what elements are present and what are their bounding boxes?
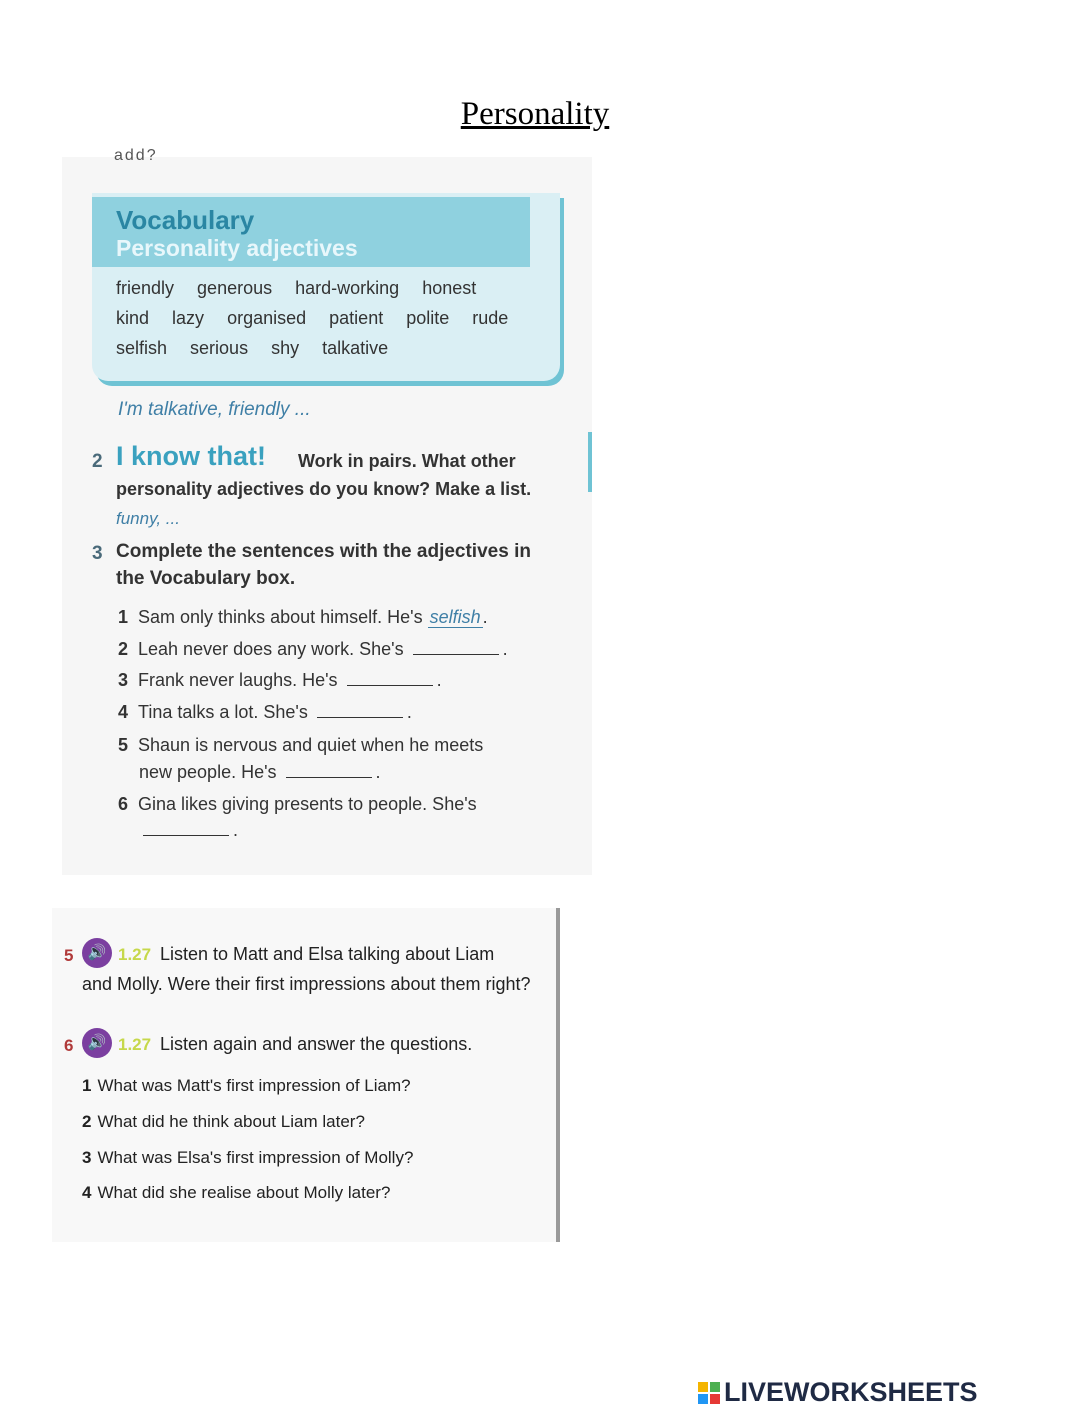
sentence-text: Leah never does any work. She's	[138, 639, 404, 659]
sentence-item	[118, 735, 483, 756]
exercise-number: 3	[92, 543, 103, 564]
vocabulary-word-list	[116, 273, 536, 363]
page-edge-bar	[588, 432, 592, 492]
sentence-text: Shaun is nervous and quiet when he meets	[138, 735, 484, 755]
sentence-text: Tina talks a lot. She's	[138, 702, 308, 722]
sentence-number: 2	[118, 639, 129, 659]
vocabulary-line	[116, 333, 536, 363]
question-number: 3	[82, 1148, 92, 1167]
sentence-end: .	[233, 820, 239, 840]
track-number: 1.27	[118, 945, 152, 964]
example-answer-word: selfish	[429, 607, 481, 627]
vocab-word: organised	[227, 308, 307, 328]
exercise-2-instruction-cont: personality adjectives do you know? Make a list.	[116, 479, 532, 499]
question-text: What was Matt's first impression of Liam?	[97, 1076, 411, 1095]
sentence-number: 4	[118, 702, 129, 722]
answer-blank[interactable]	[143, 821, 229, 836]
answer-blank[interactable]	[347, 671, 433, 686]
vocab-word: rude	[472, 308, 509, 328]
vocabulary-subtitle: Personality adjectives	[116, 235, 358, 261]
exercise-2-example: funny, ...	[116, 509, 180, 528]
vocabulary-box	[92, 193, 560, 381]
question-text: What was Elsa's first impression of Molly?	[97, 1148, 414, 1167]
vocab-word: generous	[197, 278, 273, 298]
question-number: 2	[82, 1112, 92, 1131]
textbook-scan-vocabulary	[62, 147, 592, 875]
sentence-text: new people. He's	[139, 762, 277, 782]
audio-speaker-icon[interactable]: 🔊	[82, 938, 112, 968]
question-item	[82, 1112, 365, 1132]
sentence-number: 6	[118, 794, 129, 814]
page-edge	[556, 908, 560, 1242]
vocab-word: serious	[190, 338, 249, 358]
answer-blank[interactable]	[286, 763, 372, 778]
vocab-word: kind	[116, 308, 150, 328]
question-text: What did she realise about Molly later?	[97, 1183, 391, 1202]
vocabulary-header	[92, 197, 530, 267]
exercise-3-instruction: Complete the sentences with the adjectives in	[116, 541, 531, 562]
sentence-end: .	[375, 762, 381, 782]
question-item	[82, 1076, 411, 1096]
sentence-item	[118, 702, 412, 723]
vocab-word: patient	[329, 308, 384, 328]
sentence-number: 3	[118, 670, 129, 690]
vocab-word: selfish	[116, 338, 168, 358]
question-number: 1	[82, 1076, 92, 1095]
exercise-number: 2	[92, 451, 103, 472]
exercise-3-instruction-cont: the Vocabulary box.	[116, 568, 296, 589]
vocab-word: hard-working	[295, 278, 400, 298]
task-6-instruction: Listen again and answer the questions.	[160, 1034, 473, 1054]
sentence-end: .	[406, 702, 412, 722]
sentence-item	[118, 794, 477, 815]
liveworksheets-brand[interactable]: LIVEWORKSHEETS	[724, 1377, 978, 1407]
vocab-word: shy	[271, 338, 300, 358]
question-number: 4	[82, 1183, 92, 1202]
task-5-instruction: Listen to Matt and Elsa talking about Liam	[160, 944, 495, 964]
sentence-item	[118, 607, 488, 628]
cut-off-text: add?	[114, 147, 158, 164]
track-number: 1.27	[118, 1035, 152, 1054]
sentence-end: .	[436, 670, 442, 690]
vocab-word: talkative	[322, 338, 389, 358]
question-text: What did he think about Liam later?	[97, 1112, 365, 1131]
liveworksheets-logo-icon	[698, 1382, 720, 1404]
vocab-word: lazy	[172, 308, 205, 328]
sentence-continuation	[139, 762, 381, 783]
task-number: 5	[64, 946, 74, 965]
answer-blank[interactable]	[413, 640, 499, 655]
sentence-number: 1	[118, 607, 129, 627]
sentence-text: Sam only thinks about himself. He's	[138, 607, 423, 627]
page-title: Personality	[460, 96, 610, 132]
exercise-2-instruction: Work in pairs. What other	[298, 451, 516, 471]
vocabulary-line	[116, 273, 536, 303]
vocab-word: honest	[422, 278, 477, 298]
sentence-number: 5	[118, 735, 129, 755]
sentence-end: .	[502, 639, 508, 659]
audio-speaker-icon[interactable]: 🔊	[82, 1028, 112, 1058]
question-item	[82, 1148, 413, 1168]
sentence-end: .	[482, 607, 488, 627]
task-number: 6	[64, 1036, 74, 1055]
answer-blank[interactable]	[317, 703, 403, 718]
task-5-instruction-cont: and Molly. Were their first impressions about them right?	[82, 974, 531, 994]
textbook-scan-listening	[52, 908, 560, 1242]
vocab-word: polite	[406, 308, 450, 328]
sentence-text: Frank never laughs. He's	[138, 670, 338, 690]
question-item	[82, 1183, 390, 1203]
i-know-that-heading: I know that!	[116, 441, 266, 471]
vocab-word: friendly	[116, 278, 175, 298]
vocabulary-line	[116, 303, 536, 333]
sentence-item	[118, 639, 508, 660]
vocabulary-title: Vocabulary	[116, 205, 255, 235]
sentence-text: Gina likes giving presents to people. She's	[138, 794, 477, 814]
example-answer: I'm talkative, friendly ...	[118, 399, 311, 420]
sentence-continuation	[139, 820, 238, 841]
sentence-item	[118, 670, 442, 691]
